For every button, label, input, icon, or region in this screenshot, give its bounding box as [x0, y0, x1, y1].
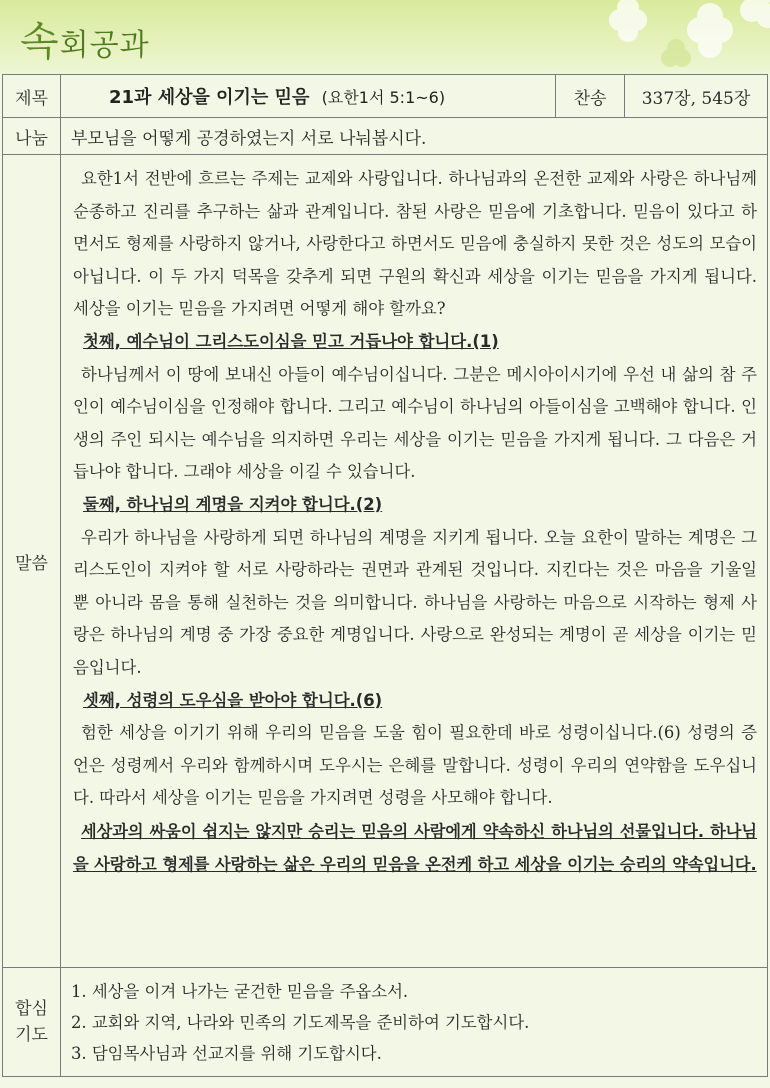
header-title [20, 10, 150, 67]
point-three-heading: 셋째, 성령의 도우심을 받아야 합니다.(6) [83, 690, 383, 710]
point-two-heading: 둘째, 하나님의 계명을 지켜야 합니다.(2) [83, 494, 383, 514]
point-one-paragraph: 하나님께서 이 땅에 보내신 아들이 예수님이십니다. 그분은 메시아이시기에 우선 내 삶의 참 주인이 예수님이심을 인정해야 합니다. 그리고 예수님이 하나님의 아들이심을 고백해야 합니다. 인생의 주인 되시는 예수님을 의지하면 우리는 세상을 이기는 믿음을 가지게 됩니다. 그 다음은 거듭나야 합니다. 그래야 세상을 이길 수 있습니다. [73, 364, 757, 482]
point-one-heading: 첫째, 예수님이 그리스도이심을 믿고 거듭나야 합니다.(1) [83, 331, 499, 351]
scripture-reference: (요한1서 5:1~6) [321, 88, 446, 107]
lesson-title [61, 75, 556, 118]
intro-paragraph: 요한1서 전반에 흐르는 주제는 교제와 사랑입니다. 하나님과의 온전한 교제와 사랑은 하나님께 순종하고 진리를 추구하는 삶과 관계입니다. 참된 사랑은 믿음에 기초합니다. 믿음이 있다고 하면서도 형제를 사랑하지 않거나, 사랑한다고 하면서도 믿음에 충실하지 못한 것은 성도의 모습이 아닙니다. 이 두 가지 덕목을 갖추게 되면 구원의 확신과 세상을 이기는 믿음을 가지게 됩니다. 세상을 이기는 믿음을 가지려면 어떻게 해야 할까요? [73, 169, 757, 319]
title-label: 제목 [3, 75, 61, 118]
point-two-paragraph: 우리가 하나님을 사랑하게 되면 하나님의 계명을 지키게 됩니다. 오늘 요한이 말하는 계명은 그리스도인이 지켜야 할 서로 사랑하라는 권면과 관계된 것입니다. 지킨다는 것은 마음을 기울일 뿐 아니라 몸을 통해 실천하는 것을 의미합니다. 하나님을 사랑하는 마음으로 시작하는 형제 사랑은 하나님의 계명 중 가장 중요한 계명입니다. 사랑으로 완성되는 계명이 곧 세상을 이기는 믿음입니다. [73, 527, 757, 677]
prayer-list [61, 968, 768, 1077]
header-title-first-char: 속 [20, 19, 60, 65]
prayer-row [3, 968, 768, 1077]
page-header [0, 0, 770, 74]
share-row [3, 118, 768, 155]
lesson-table [2, 74, 768, 1077]
conclusion-paragraph: 세상과의 싸움이 쉽지는 않지만 승리는 믿음의 사람에게 약속하신 하나님의 선물입니다. 하나님을 사랑하고 형제를 사랑하는 삶은 우리의 믿음을 온전케 하고 세상을 이기는 승리의 약속입니다. [73, 821, 757, 874]
hymn-label: 찬송 [556, 75, 625, 118]
word-label: 말씀 [3, 155, 61, 968]
share-label: 나눔 [3, 118, 61, 155]
prayer-label-line1: 합심 [15, 999, 48, 1019]
header-title-rest: 회공과 [59, 28, 150, 63]
clover-decoration-icon [580, 0, 770, 74]
prayer-label-line2: 기도 [15, 1025, 48, 1045]
word-body [61, 155, 768, 968]
prayer-item: 1. 세상을 이겨 나가는 굳건한 믿음을 주옵소서. [71, 981, 409, 1001]
word-row [3, 155, 768, 968]
prayer-item: 2. 교회와 지역, 나라와 민족의 기도제목을 준비하여 기도합시다. [71, 1012, 530, 1032]
share-text: 부모님을 어떻게 공경하였는지 서로 나눠봅시다. [61, 118, 768, 155]
prayer-item: 3. 담임목사님과 선교지를 위해 기도합시다. [71, 1043, 382, 1063]
title-row [3, 75, 768, 118]
prayer-label [3, 968, 61, 1077]
lesson-title-text: 21과 세상을 이기는 믿음 [109, 87, 310, 108]
hymn-numbers: 337장, 545장 [625, 75, 768, 118]
point-three-paragraph: 험한 세상을 이기기 위해 우리의 믿음을 도울 힘이 필요한데 바로 성령이십니다.(6) 성령의 증언은 성령께서 우리와 함께하시며 도우시는 은혜를 말합니다. 성령이 우리의 연약함을 도우십니다. 따라서 세상을 이기는 믿음을 가지려면 성령을 사모해야 합니다. [73, 723, 757, 808]
